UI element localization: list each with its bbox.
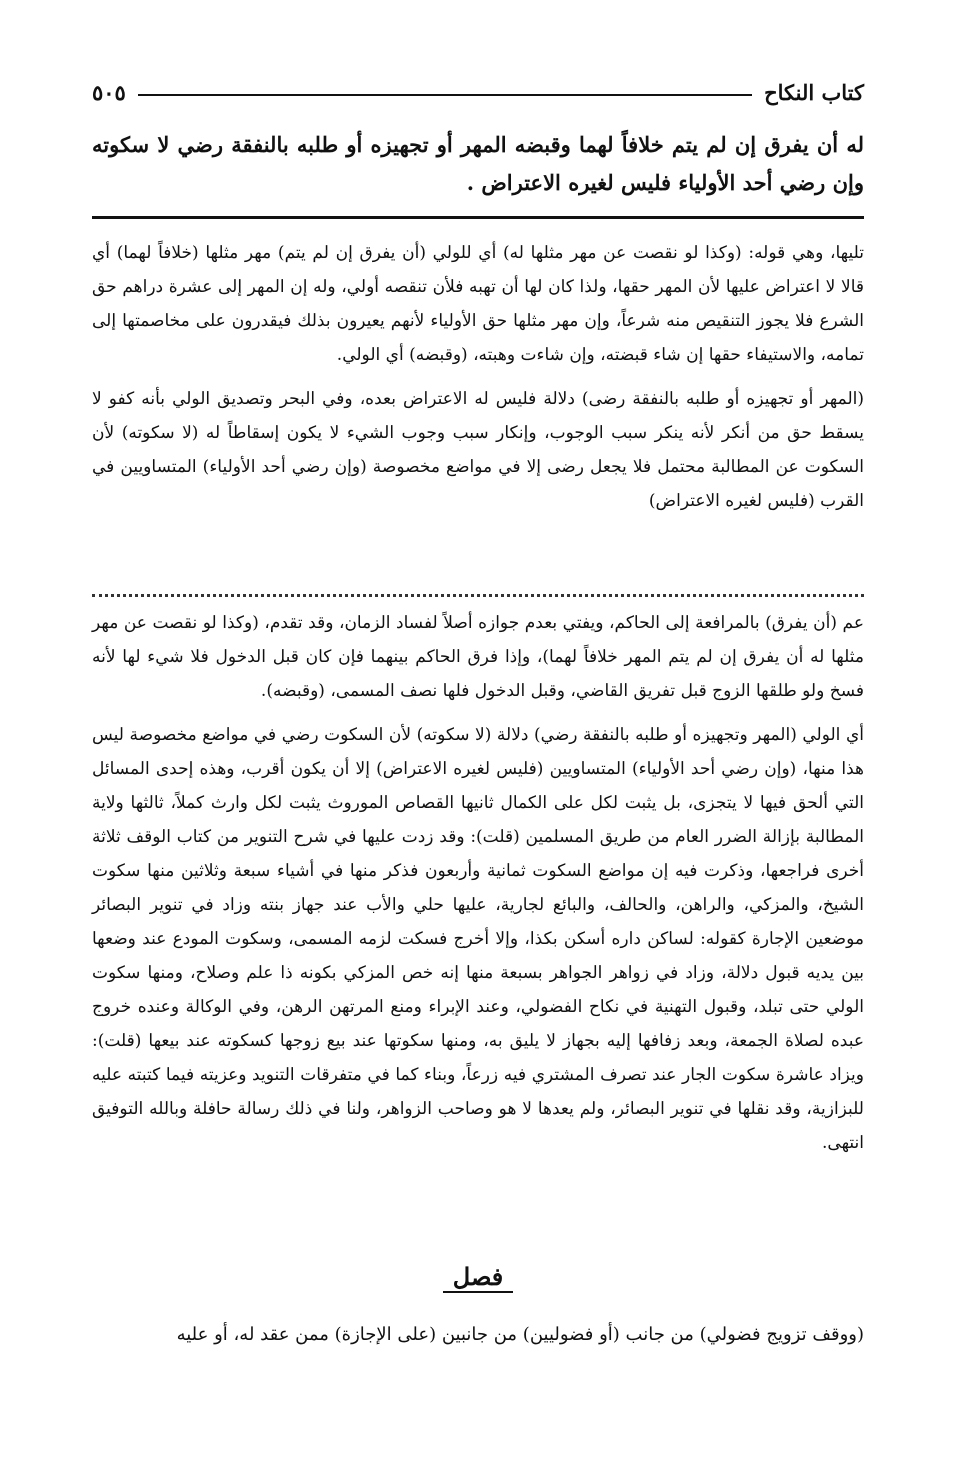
header-title: كتاب النكاح [764,79,864,105]
dotted-divider [92,594,864,597]
commentary-lower-paragraph-2: أي الولي (المهر وتجهيزه أو طلبه بالنفقة رضي) دلالة (لا سكوته) لأن السكوت رضي في مواضع مخصوصة ليس هذا منها، (وإن رضي أحد الأولياء) المتساويين (فليس لغيره الاعتراض) إلا أن يكون أقرب، وهذه إحدى المسائل التي ألحق فيها لا يتجزى، بل يثبت لكل على الكمال ثانيها القصاص الموروث يثبت لكل وارث كملاً، ثالثها ولاية المطالبة بإزالة الضرر العام من طريق المسلمين (قلت): وقد زدت عليها في شرح التنوير من كتاب الوقف ثلاثة أخرى فراجعها، وذكرت فيه إن مواضع السكوت ثمانية وأربعون فذكر منها في أشياء سبعة وثلاثين منها سكوت الشيخ، والمزكي، والراهن، والحالف، والبائع لجارية، عليها حلي والأب عند جهاز بنته وزاد في تنوير البصائر موضعين الإجارة كقوله: لساكن داره أسكن بكذا، وإلا أخرج فسكت لزمه المسمى، وسكوت المودع عند وضعها بين يديه قبول دلالة، وزاد في زواهر الجواهر بسبعة منها إنه خص المزكي بكونه ذا علم وصلاح، ومنها سكوت الولي حتى تبلد، وقبول التهنية في نكاح الفضولي، وعند الإبراء ومنع المرتهن الرهن، وفي الوكالة وعنده خروج عبده لصلاة الجمعة، وبعد زفافها إليه بجهاز لا يليق به، ومنها سكوتها عند بيع زوجها كسكوته عند بيعها (قلت): ويزاد عاشرة سكوت الجار عند تصرف المشتري فيه زرعاً، وبناء كما في متفرقات التنويد وعزيته فيما كتبته عليه للبزازية، وقد نقلها في تنوير البصائر، ولم يعدها لا هو وصاحب الزواهر، ولنا في ذلك رسالة حافلة وبالله التوفيق انتهى. [92,725,864,1153]
page-number: ٥٠٥ [92,79,126,105]
commentary-upper-paragraph-1: تليها، وهي قوله: (وكذا لو نقصت عن مهر مثلها له) أي للولي (أن يفرق إن لم يتم) مهر مثلها (خلافاً لهما) أي قالا لا اعتراض عليها لأن المهر حقها، ولذا كان لها أن تهبه فلأن تنقصه أولي، وله إن المهر إلى عشرة دراهم حق الشرع فلا يجوز التنقيص منه شرعاً، وإن مهر مثلها حق الأولياء لأنهم يعيرون بذلك فيقدرون على مخاصمتها إلى تمامه، والاستيفاء حقها إن شاء قبضته، وإن شاءت وهبته، (وقبضه) أي الولي. [92,243,864,365]
running-header [92,72,864,112]
section-main-text [92,1318,864,1352]
header-rule [138,94,752,96]
section-heading [0,1262,956,1291]
main-text-paragraph: له أن يفرق إن لم يتم خلافاً لهما وقبضه المهر أو تجهيزه أو طلبه بالنفقة رضي لا سكوته وإن رضي أحد الأولياء فليس لغيره الاعتراض . [92,132,864,195]
commentary-upper-paragraph-2: (المهر أو تجهيزه أو طلبه بالنفقة رضى) دلالة فليس له الاعتراض بعده، وفي البحر وتصديق الولي بأنه كفو لا يسقط حق من أنكر لأنه ينكر سبب الوجوب، وإنكار سبب وجوب الشيء لا يكون إسقاطاً له (لا سكوته) لأن السكوت عن المطالبة محتمل فلا يجعل رضى إلا في مواضع مخصوصة (وإن رضي أحد الأولياء) المتساويين في القرب (فليس لغيره الاعتراض) [92,389,864,511]
main-text-divider [92,216,864,219]
commentary-lower-paragraph-1: عم (أن يفرق) بالمرافعة إلى الحاكم، ويفتي بعدم جوازه أصلاً لفساد الزمان، وقد تقدم، (وكذا لو نقصت عن مهر مثلها له أن يفرق إن لم يتم المهر خلافاً لهما)، وإذا فرق الحاكم بينهما فإن كان قبل الدخول فلا شيء لها لأنه فسخ ولو طلقها الزوج قبل تفريق القاضي، وقبل الدخول فلها نصف المسمى، (وقبضه). [92,613,864,701]
main-text [92,126,864,202]
section-main-text-line: (ووقف تزويج فضولي) من جانب (أو فضوليين) من جانبين (على الإجازة) ممن عقد له، أو عليه [176,1324,864,1345]
commentary-upper [92,236,864,528]
section-heading-text: فصل [443,1262,513,1293]
commentary-lower [92,606,864,1170]
